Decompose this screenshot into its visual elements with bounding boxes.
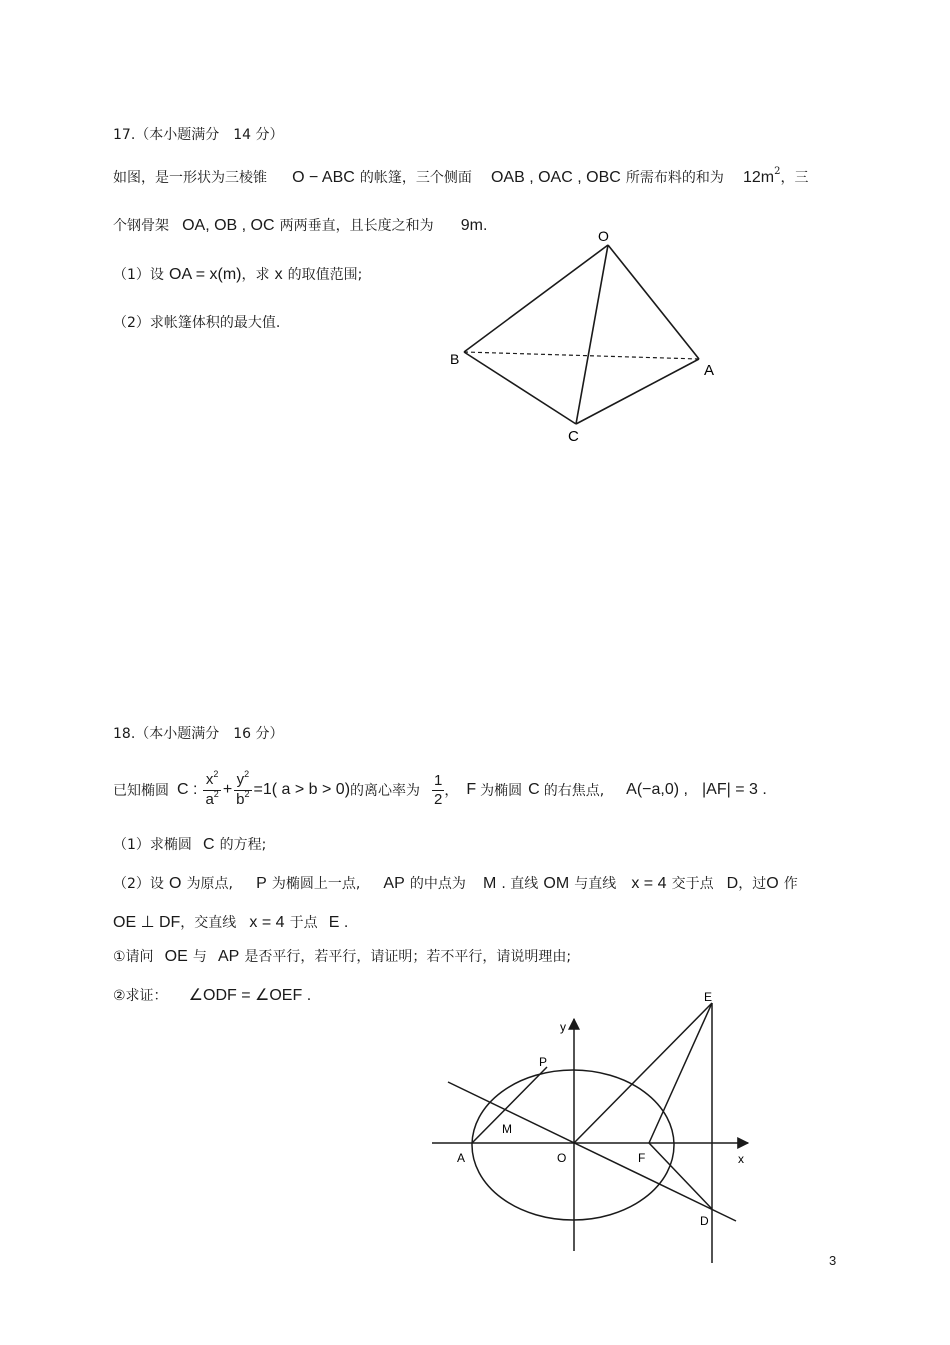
line-om: [448, 1082, 736, 1221]
perpendicular-expr: OE ⊥ DF: [113, 914, 181, 931]
label-d: D: [700, 1214, 709, 1228]
label-a: A: [457, 1151, 466, 1165]
bars-expr: OA, OB , OC: [182, 217, 275, 234]
fraction-y2-b2: $\frac{y^2}{b^2}$: [236, 768, 250, 808]
fraction-one-half: $\frac{1}{2}$: [434, 771, 443, 808]
label-e: E: [704, 990, 713, 1004]
label-o: O: [557, 1151, 567, 1165]
ellipse-c: [472, 1070, 674, 1220]
problem-17-question-1: （1）设 OA = x(m)，求 x 的取值范围;: [113, 266, 363, 283]
point-a-coord: A(−a,0) ,: [626, 781, 688, 798]
label-a: A: [704, 362, 715, 379]
af-length: |AF| = 3 .: [701, 781, 767, 798]
label-b: B: [450, 351, 460, 367]
label-f: F: [638, 1151, 646, 1165]
label-x: x: [738, 1152, 744, 1166]
problem-17-line-2: 个钢骨架 OA, OB , OC 两两垂直，且长度之和为 9m.: [113, 217, 488, 234]
problem-17-title: 17.（本小题满分 14 分）: [113, 127, 284, 143]
label-m: M: [502, 1122, 512, 1136]
problem-18-title: 18.（本小题满分 16 分）: [113, 726, 284, 742]
segment-fd: [649, 1143, 712, 1209]
fraction-x2-a2: $\frac{x^2}{a^2}$: [205, 768, 219, 808]
area-value: 12m: [742, 169, 775, 186]
problem-18-question-1: （1）求椭圆 C 的方程;: [113, 836, 267, 853]
page-number: 3: [829, 1253, 837, 1268]
problem-18-line-1: 已知椭圆 C : $\frac{x^2}{a^2}$ + $\frac{y^2}{b^2}$ =1( a > b > 0) 的离心率为 $\frac{1}{2}$ ， F 为椭圆 C 的右焦点, A(−a,0) , |AF| = 3 .: [113, 768, 767, 808]
segment-fe: [649, 1003, 712, 1143]
edge-ca: [576, 359, 699, 424]
problem-17-question-2: （2）求帐篷体积的最大值.: [113, 315, 281, 331]
problem-18-question-2-line-1: （2）设 O 为原点, P 为椭圆上一点, AP 的中点为 M . 直线 OM 与直线 x = 4 交于点 D，过O 作: [113, 875, 798, 892]
problem-17-line-1: 如图，是一形状为三棱锥 O − ABC 的帐篷，三个侧面 OAB , OAC , OBC 所需布料的和为 $12m^2$，三: [113, 166, 809, 186]
edge-oc: [576, 245, 608, 424]
edge-ba-hidden: [464, 352, 699, 359]
segment-oe: [574, 1003, 712, 1143]
ellipse-figure: [420, 985, 760, 1275]
tetrahedron-figure: [430, 222, 750, 452]
edge-ob: [464, 245, 608, 352]
edge-bc: [464, 352, 576, 424]
problem-18-question-2-line-2: OE ⊥ DF，交直线 x = 4 于点 E .: [113, 914, 349, 931]
edge-oa: [608, 245, 699, 359]
tetrahedron-expr: O − ABC: [292, 169, 355, 186]
label-p: P: [539, 1055, 548, 1069]
faces-expr: OAB , OAC , OBC: [490, 169, 621, 186]
label-y: y: [560, 1020, 566, 1034]
problem-18-sub-2: ②求证： ∠ODF = ∠OEF .: [113, 987, 312, 1004]
label-o: O: [598, 228, 609, 244]
ellipse-condition: =1( a > b > 0): [253, 781, 351, 798]
length-value: 9m: [460, 217, 483, 234]
problem-18-sub-1: ①请问 OE 与 AP 是否平行，若平行，请证明；若不平行，请说明理由;: [113, 948, 572, 965]
label-c: C: [568, 428, 579, 445]
angle-equality-expr: ∠ODF = ∠OEF .: [188, 987, 312, 1004]
